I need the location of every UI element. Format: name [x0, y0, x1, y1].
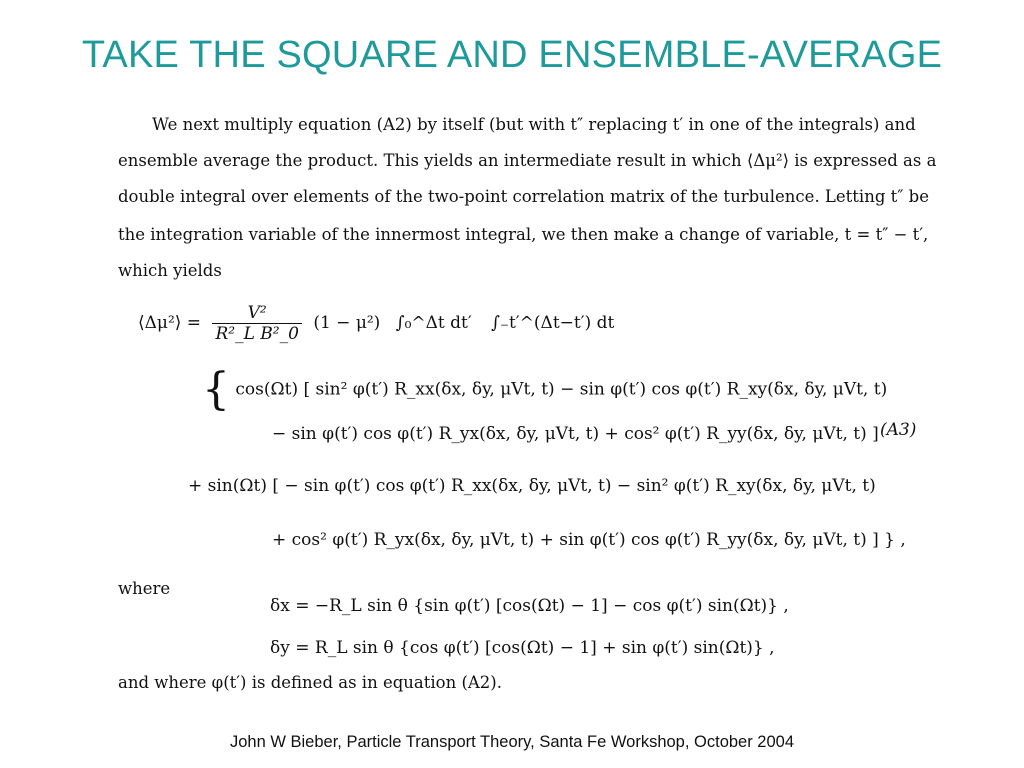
body-line-4: the integration variable of the innermost integral, we then make a change of variable, t = t″ − t′,	[118, 225, 929, 244]
and-where-line: and where φ(t′) is defined as in equation (A2).	[118, 673, 502, 692]
fraction-numerator: V²	[212, 303, 301, 324]
open-brace: {	[202, 364, 230, 415]
equation-label: (A3)	[880, 420, 917, 440]
equation-lhs: ⟨Δμ²⟩ =	[138, 313, 202, 333]
delta-y-definition: δy = R_L sin θ {cos φ(t′) [cos(Ωt) − 1] + sin φ(t′) sin(Ωt)} ,	[270, 638, 775, 658]
equation-factor: (1 − μ²)	[313, 313, 381, 333]
body-line-1: We next multiply equation (A2) by itself (but with t″ replacing t′ in one of the integrals) and	[152, 115, 916, 134]
body-line-3: double integral over elements of the two-point correlation matrix of the turbulence. Letting t″ be	[118, 187, 929, 206]
equation-row-2: − sin φ(t′) cos φ(t′) R_yx(δx, δy, μVt, t) + cos² φ(t′) R_yy(δx, δy, μVt, t) ]	[272, 424, 879, 444]
outer-integral: ∫₀^Δt dt′	[395, 313, 472, 333]
equation-row-3: + sin(Ωt) [ − sin φ(t′) cos φ(t′) R_xx(δx, δy, μVt, t) − sin² φ(t′) R_xy(δx, δy, μVt, t)	[188, 476, 876, 496]
where-label: where	[118, 579, 171, 598]
inner-integral: ∫₋t′^(Δt−t′) dt	[491, 313, 615, 333]
equation-row-1	[202, 364, 888, 415]
body-line-2: ensemble average the product. This yields an intermediate result in which ⟨Δμ²⟩ is expressed as a	[118, 151, 937, 170]
equation-row-4: + cos² φ(t′) R_yx(δx, δy, μVt, t) + sin φ(t′) cos φ(t′) R_yy(δx, δy, μVt, t) ] } ,	[272, 530, 906, 550]
slide-footer: John W Bieber, Particle Transport Theory, Santa Fe Workshop, October 2004	[229, 733, 795, 751]
equation-lhs-row	[138, 303, 614, 344]
equation-row-1-text: cos(Ωt) [ sin² φ(t′) R_xx(δx, δy, μVt, t) − sin φ(t′) cos φ(t′) R_xy(δx, δy, μVt, t)	[235, 379, 888, 400]
slide-title: TAKE THE SQUARE AND ENSEMBLE-AVERAGE	[81, 34, 943, 76]
body-line-5: which yields	[118, 261, 222, 280]
fraction-denominator: R²_L B²_0	[215, 324, 299, 344]
delta-x-definition: δx = −R_L sin θ {sin φ(t′) [cos(Ωt) − 1] − cos φ(t′) sin(Ωt)} ,	[270, 596, 789, 616]
equation-fraction	[212, 303, 301, 344]
